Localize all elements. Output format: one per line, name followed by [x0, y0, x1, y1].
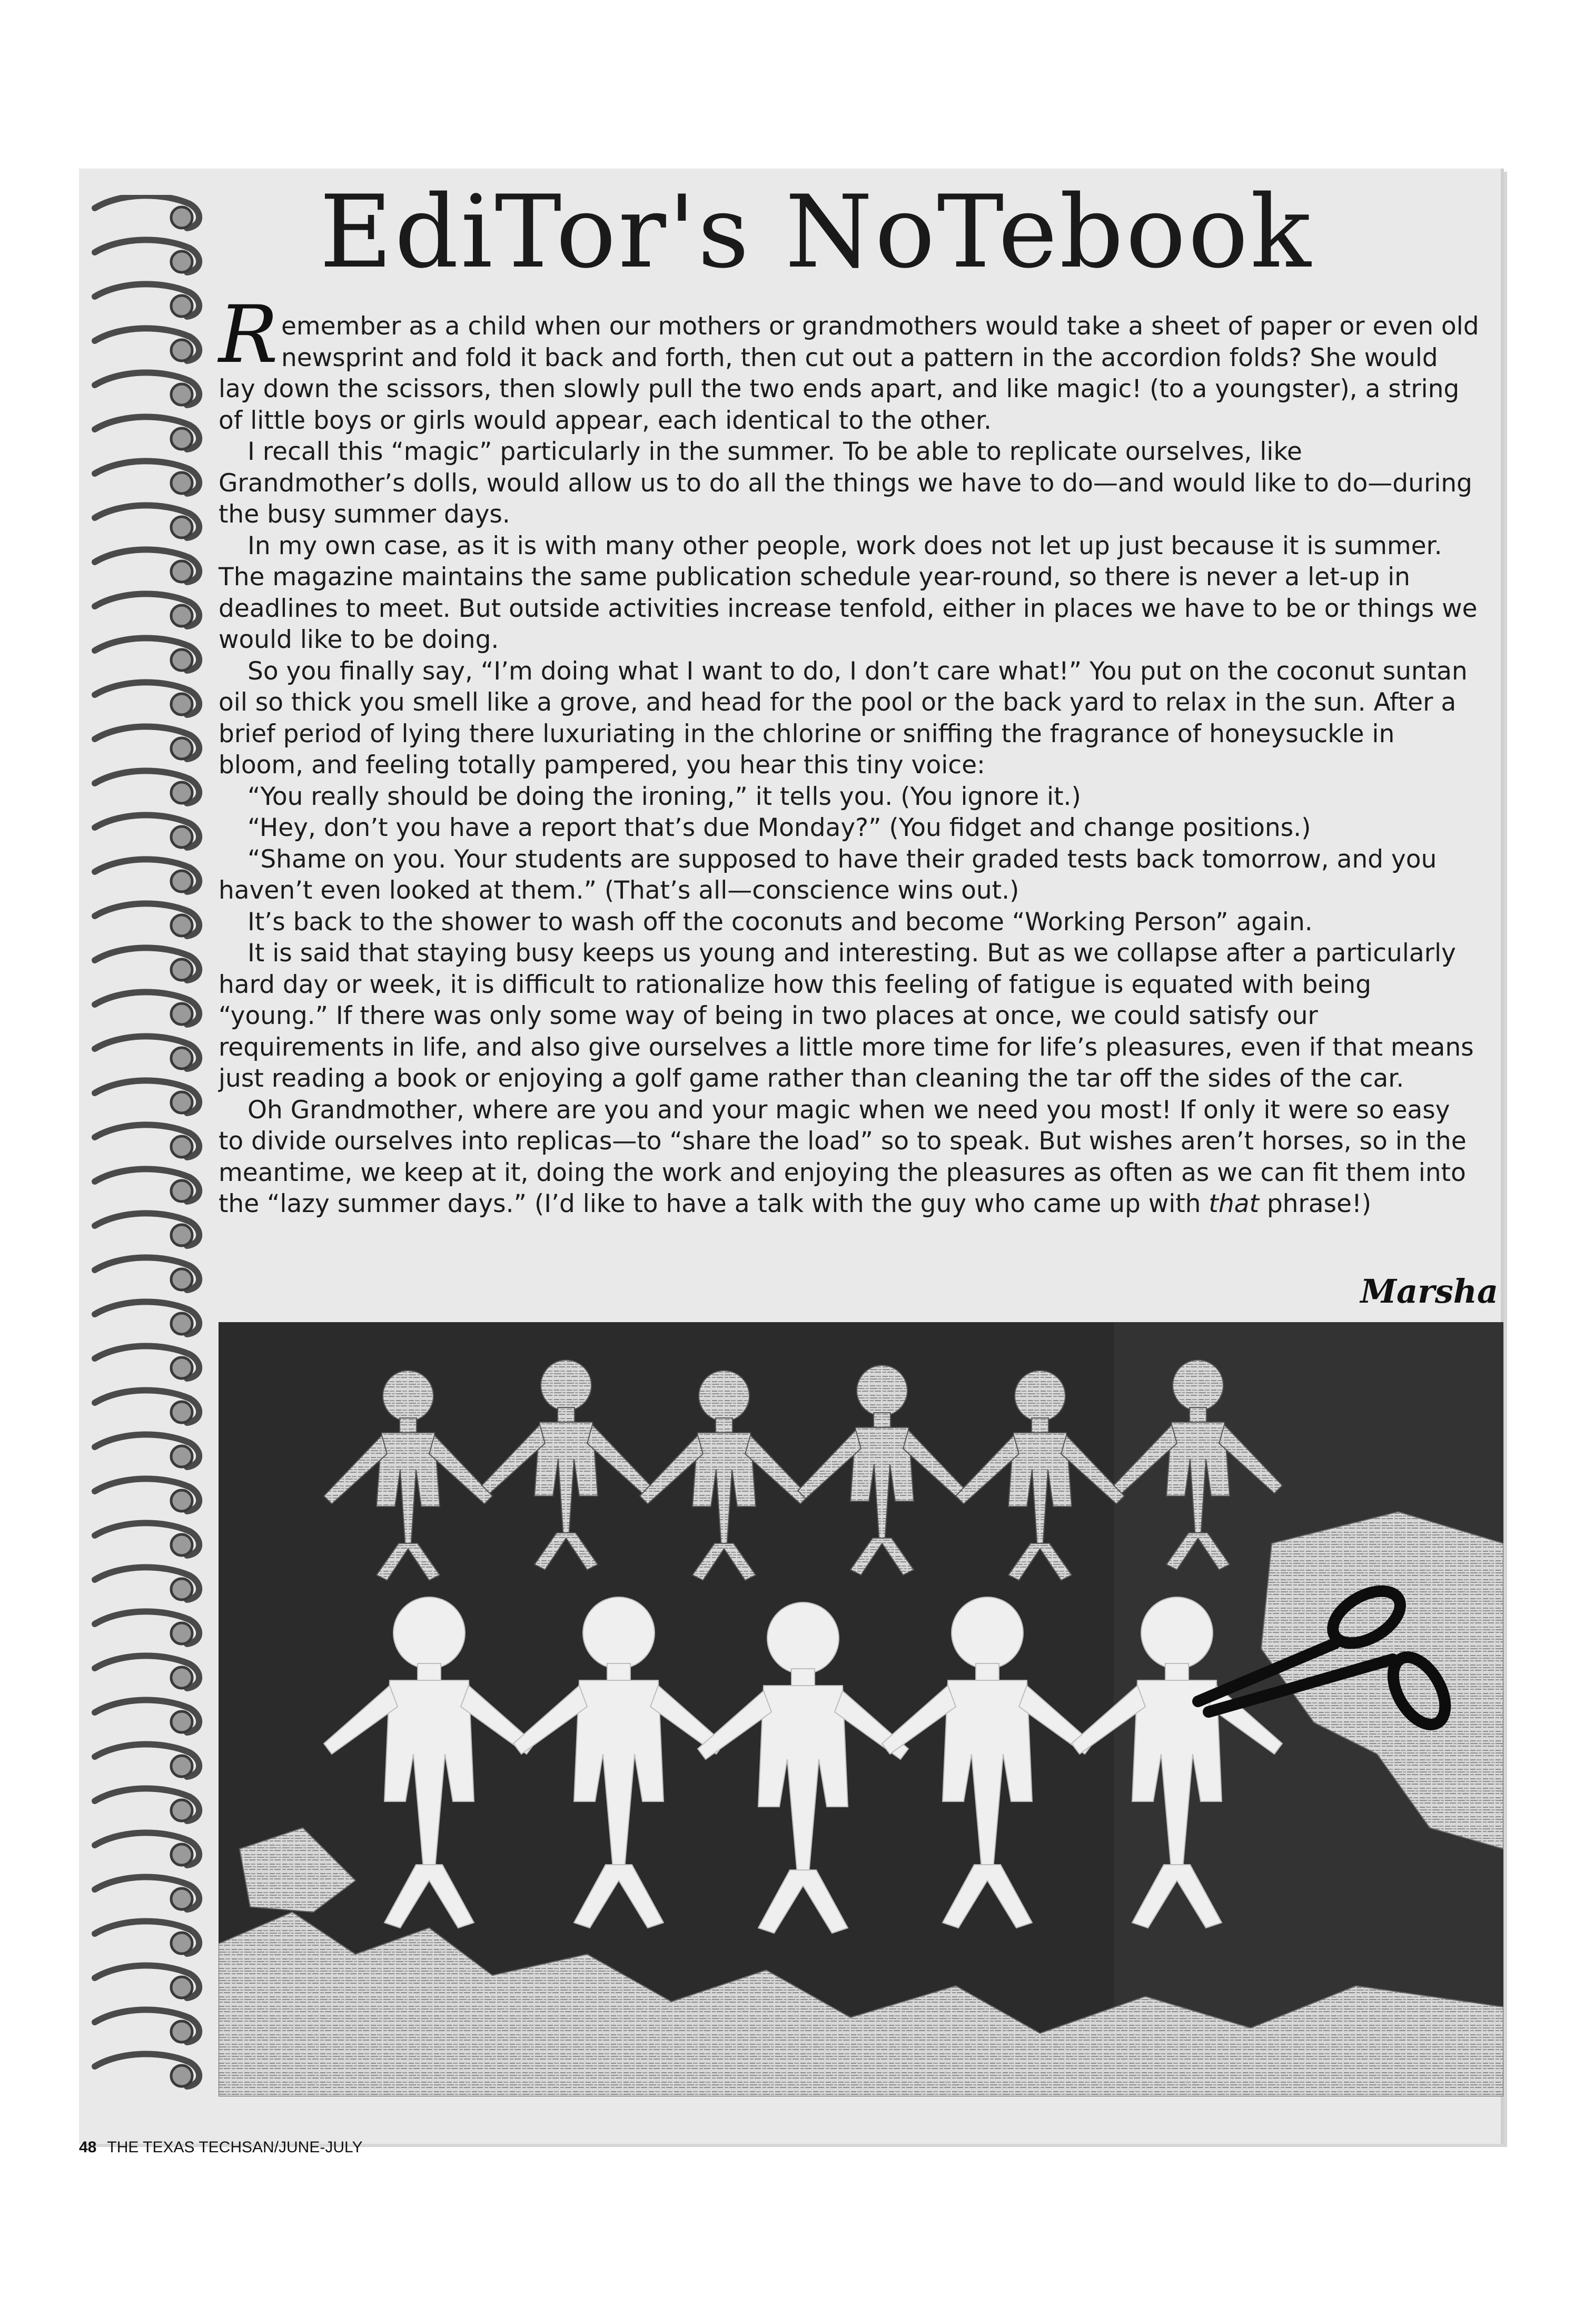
paragraph-9: It is said that staying busy keeps us young and interesting. But as we collapse after a particularly hard day or week, it is difficult to rationalize how this feeling of fatigue is equated with being “young.” If there was only some way of being in two places at once, we could satisfy our requirements in life, and also give ourselves a little more time for life’s pleasures, even if that means just reading a book or enjoying a golf game rather than cleaning the tar off the sides of the car. — [219, 939, 1474, 1093]
spiral-hole — [171, 1844, 192, 1865]
spiral-hole — [171, 605, 192, 626]
spiral-hole — [171, 296, 192, 317]
spiral-hole — [171, 871, 192, 892]
spiral-hole — [171, 1180, 192, 1202]
spiral-hole — [171, 738, 192, 759]
spiral-hole — [171, 1711, 192, 1732]
spiral-hole — [171, 1534, 192, 1555]
spiral-hole — [171, 384, 192, 405]
spiral-hole — [171, 428, 192, 449]
spiral-hole — [171, 826, 192, 848]
spiral-hole — [171, 1225, 192, 1246]
spiral-hole — [171, 1269, 192, 1290]
spiral-hole — [171, 1446, 192, 1467]
paragraph-4: So you finally say, “I’m doing what I want to do, I don’t care what!” You put on the coconut suntan oil so thick you smell like a grove, and head for the pool or the back yard to relax in the sun. After a brief period of lying there luxuriating in the chlorine or sniffing the fragrance of honeysuckle in bloom, and feeling totally pampered, you hear this tiny voice: — [219, 656, 1468, 780]
spiral-hole — [171, 207, 192, 228]
paragraph-3: In my own case, as it is with many other people, work does not let up just because it is summer. The magazine maintains the same publication schedule year-round, so there is never a let-up in deadlines to meet. But outside activities increase tenfold, either in places we have to be or things we would like to be doing. — [219, 531, 1478, 654]
paper-dolls-photo — [219, 1322, 1503, 2096]
spiral-hole — [171, 1136, 192, 1157]
spiral-hole — [171, 649, 192, 671]
spiral-hole — [171, 1313, 192, 1334]
paragraph-10: Oh Grandmother, where are you and your magic when we need you most! If only it were so easy to divide ourselves into replicas—to “share the load” so to speak. But wishes aren’t horses, so in the meantime, we keep at it, doing the work and enjoying the pleasures as often as we can fit them into the “lazy summer days.” (I’d like to have a talk with the guy who came up with that phrase!) — [219, 1095, 1467, 1218]
spiral-hole — [171, 2065, 192, 2086]
paragraph-8: It’s back to the shower to wash off the coconuts and become “Working Person” again. — [247, 907, 1313, 937]
paragraph-7: “Shame on you. Your students are supposed to have their graded tests back tomorrow, and you haven’t even looked at them.” (That’s all—conscience wins out.) — [219, 844, 1437, 905]
spiral-hole — [171, 340, 192, 361]
spiral-hole — [171, 1092, 192, 1113]
spiral-hole — [171, 561, 192, 582]
spiral-hole — [171, 1977, 192, 1998]
spiral-hole — [171, 915, 192, 936]
spiral-hole — [171, 1933, 192, 1954]
author-signature: Marsha — [1360, 1272, 1498, 1311]
spiral-hole — [171, 1003, 192, 1025]
spiral-hole — [171, 1667, 192, 1688]
page-number: 48 — [79, 2139, 97, 2156]
paragraph-6: “Hey, don’t you have a report that’s due Monday?” (You fidget and change positions.) — [247, 813, 1311, 842]
spiral-hole — [171, 1490, 192, 1511]
drop-cap: R — [219, 289, 278, 381]
spiral-hole — [171, 517, 192, 538]
spiral-hole — [171, 472, 192, 494]
spiral-hole — [171, 1048, 192, 1069]
spiral-hole — [171, 1402, 192, 1423]
spiral-hole — [171, 782, 192, 803]
spiral-hole — [171, 1756, 192, 1777]
page-footer — [79, 2139, 362, 2156]
spiral-hole — [171, 959, 192, 980]
article-body — [219, 289, 1480, 1220]
spiral-hole — [171, 1357, 192, 1378]
spiral-hole — [171, 2021, 192, 2042]
paragraph-1: Remember as a child when our mothers or grandmothers would take a sheet of paper or even old newsprint and fold it back and forth, then cut out a pattern in the accordion folds? She would lay down the scissors, then slowly pull the two ends apart, and like magic! (to a youngster), a string of little boys or girls would appear, each identical to the other. — [219, 289, 1479, 435]
paragraph-5: “You really should be doing the ironing,” it tells you. (You ignore it.) — [247, 782, 1081, 811]
page-title: EdiTor's NoTebook — [319, 174, 1313, 290]
spiral-hole — [171, 1800, 192, 1821]
spiral-hole — [171, 694, 192, 715]
spiral-hole — [171, 1888, 192, 1909]
spiral-binding — [90, 195, 211, 2123]
paragraph-2: I recall this “magic” particularly in the summer. To be able to replicate ourselves, like Grandmother’s dolls, would allow us to do all the things we have to do—and would like to do—during the busy summer days. — [219, 437, 1472, 529]
spiral-hole — [171, 1579, 192, 1600]
spiral-hole — [171, 1623, 192, 1644]
publication-name: THE TEXAS TECHSAN/JUNE-JULY — [107, 2139, 363, 2156]
spiral-hole — [171, 251, 192, 272]
